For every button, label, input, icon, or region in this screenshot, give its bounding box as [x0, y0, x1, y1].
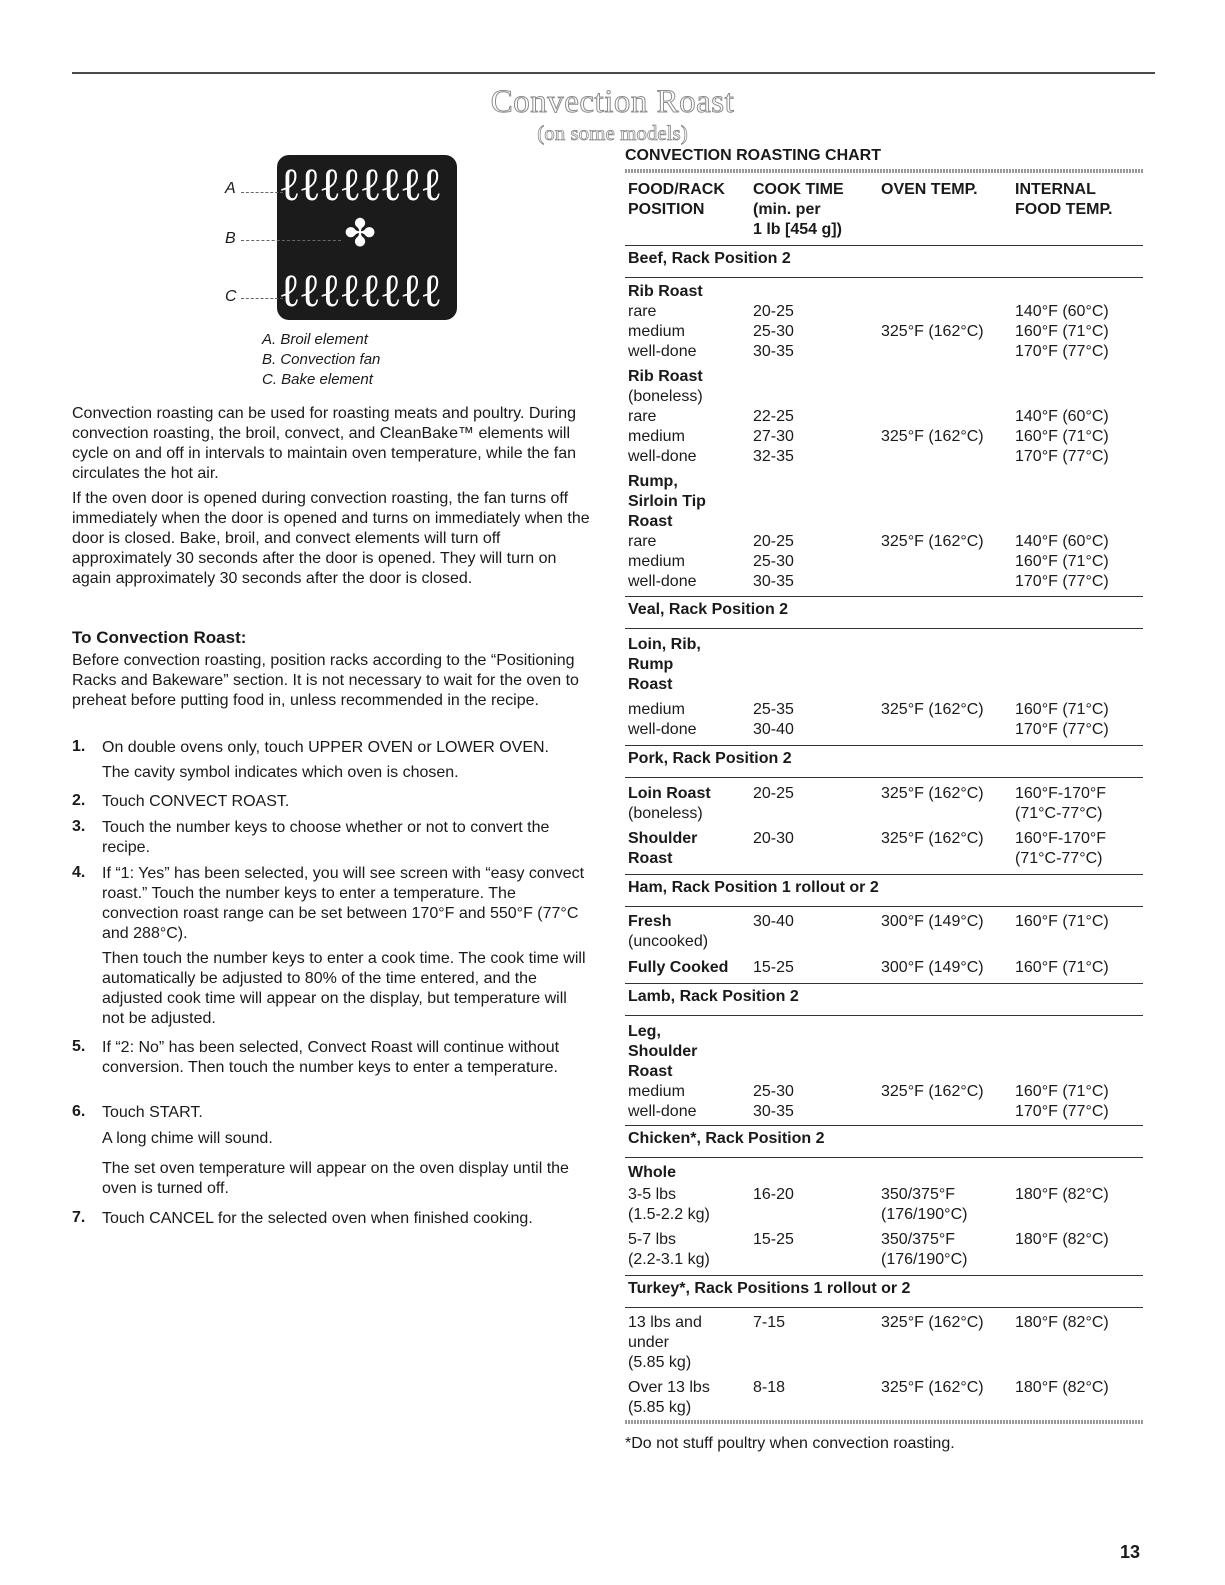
cook-time-cell: 20-25	[753, 785, 794, 802]
oven-temp-cell: 325°F (162°C)	[881, 1314, 984, 1331]
chart-section-header: Pork, Rack Position 2	[628, 750, 792, 767]
cook-time-cell: 30-40	[753, 721, 794, 738]
page-number: 13	[1120, 1542, 1141, 1562]
step-text: Touch the number keys to choose whether or not to convert the recipe.	[102, 819, 550, 856]
cook-time-cell: 16-20	[753, 1186, 794, 1203]
step-text: Then touch the number keys to enter a cook time. The cook time will automatically be adjusted to 80% of the time entered, and the adjusted cook time will appear on the display, but temperature will not be adjusted.	[102, 950, 586, 1027]
cook-time-cell: 25-30	[753, 323, 794, 340]
oven-diagram	[215, 150, 465, 325]
cook-time-cell: 15-25	[753, 1231, 794, 1248]
food-cell: well-done	[628, 721, 697, 738]
label-c: C	[225, 288, 237, 305]
chart-section-header: Veal, Rack Position 2	[628, 601, 789, 618]
food-cell: 5-7 lbs	[628, 1231, 677, 1248]
internal-temp-cell: 170°F (77°C)	[1015, 1103, 1109, 1120]
food-cell: Rump	[628, 656, 674, 673]
food-cell: Roast	[628, 513, 673, 530]
caption-c: C. Bake element	[262, 371, 373, 388]
internal-temp-cell: 180°F (82°C)	[1015, 1379, 1109, 1396]
cook-time-cell: 32-35	[753, 448, 794, 465]
step-number: 7.	[72, 1209, 86, 1226]
step-text: The cavity symbol indicates which oven is chosen.	[102, 764, 459, 781]
intro-paragraph-2: If the oven door is opened during convection roasting, the fan turns off immediately when the door is opened and turns on immediately when the door is closed. Bake, broil, and convect elements will turn off approximately 30 seconds after the door is opened. They will turn on again approximately 30 seconds after the door is closed.	[72, 490, 590, 587]
oven-temp-cell: (176/190°C)	[881, 1251, 968, 1268]
internal-temp-cell: 160°F (71°C)	[1015, 428, 1109, 445]
oven-temp-cell: 350/375°F	[881, 1231, 956, 1248]
column-header-food: FOOD/RACK POSITION	[628, 181, 725, 218]
oven-temp-cell: 325°F (162°C)	[881, 830, 984, 847]
food-cell: Fully Cooked	[628, 959, 729, 976]
step-text: Touch START.	[102, 1104, 203, 1121]
cook-time-cell: 20-30	[753, 830, 794, 847]
internal-temp-cell: 140°F (60°C)	[1015, 303, 1109, 320]
footnote: *Do not stuff poultry when convection roasting.	[625, 1435, 955, 1452]
food-cell: well-done	[628, 573, 697, 590]
internal-temp-cell: 160°F-170°F	[1015, 785, 1107, 802]
internal-temp-cell: 160°F (71°C)	[1015, 553, 1109, 570]
oven-temp-cell: 300°F (149°C)	[881, 913, 984, 930]
howto-intro: Before convection roasting, position racks according to the “Positioning Racks and Bakeware” section. It is not necessary to wait for the oven to preheat before putting food in, unless recommended in the recipe.	[72, 652, 579, 709]
oven-temp-cell: 325°F (162°C)	[881, 785, 984, 802]
internal-temp-cell: 160°F-170°F	[1015, 830, 1107, 847]
food-cell: (5.85 kg)	[628, 1399, 692, 1416]
cook-time-cell: 22-25	[753, 408, 794, 425]
section-rule	[625, 1275, 1143, 1276]
section-rule	[625, 745, 1143, 746]
internal-temp-cell: 160°F (71°C)	[1015, 913, 1109, 930]
food-cell: Sirloin Tip	[628, 493, 706, 510]
oven-temp-cell: 325°F (162°C)	[881, 1083, 984, 1100]
intro-paragraph-1: Convection roasting can be used for roasting meats and poultry. During convection roasting, the broil, convect, and CleanBake™ elements will cycle on and off in intervals to maintain oven temperature, while the fan circulates the hot air.	[72, 405, 576, 482]
cook-time-cell: 30-35	[753, 1103, 794, 1120]
cook-time-cell: 25-30	[753, 1083, 794, 1100]
cook-time-cell: 20-25	[753, 303, 794, 320]
section-rule	[625, 1125, 1143, 1126]
step-number: 1.	[72, 738, 86, 755]
food-cell: Loin Roast	[628, 785, 711, 802]
food-cell: Roast	[628, 676, 673, 693]
chart-title: CONVECTION ROASTING CHART	[625, 147, 881, 164]
section-rule	[625, 596, 1143, 597]
label-a: A	[225, 180, 236, 197]
internal-temp-cell: (71°C-77°C)	[1015, 850, 1103, 867]
label-b: B	[225, 230, 236, 247]
food-cell: under	[628, 1334, 669, 1351]
food-cell: medium	[628, 553, 685, 570]
section-rule	[625, 1157, 1143, 1158]
column-header-internal-temp: INTERNAL FOOD TEMP.	[1015, 181, 1113, 218]
internal-temp-cell: 170°F (77°C)	[1015, 448, 1109, 465]
top-rule	[72, 72, 1155, 74]
chart-bottom-rule	[625, 1420, 1143, 1424]
section-rule	[625, 628, 1143, 629]
chart-section-header: Beef, Rack Position 2	[628, 250, 791, 267]
oven-temp-cell: 325°F (162°C)	[881, 428, 984, 445]
food-cell: Roast	[628, 850, 673, 867]
food-cell: (5.85 kg)	[628, 1354, 692, 1371]
oven-temp-cell: 325°F (162°C)	[881, 1379, 984, 1396]
step-number: 3.	[72, 818, 86, 835]
step-number: 6.	[72, 1103, 86, 1120]
section-rule	[625, 1015, 1143, 1016]
food-cell: Roast	[628, 1063, 673, 1080]
oven-temp-cell: 325°F (162°C)	[881, 701, 984, 718]
food-cell: rare	[628, 303, 657, 320]
step-number: 4.	[72, 864, 86, 881]
section-rule	[625, 277, 1143, 278]
food-cell: 13 lbs and	[628, 1314, 702, 1331]
column-header-oven-temp: OVEN TEMP.	[881, 181, 978, 198]
food-cell: Fresh	[628, 913, 672, 930]
internal-temp-cell: 170°F (77°C)	[1015, 343, 1109, 360]
food-cell: (2.2-3.1 kg)	[628, 1251, 710, 1268]
section-rule	[625, 983, 1143, 984]
step-text: If “1: Yes” has been selected, you will see screen with “easy convect roast.” Touch the number keys to enter a temperature. The convection roast range can be set between 170°F and 550°F (77°C and 288°C).	[102, 865, 585, 942]
food-cell: Loin, Rib,	[628, 636, 701, 653]
food-cell: Shoulder	[628, 830, 698, 847]
chart-section-header: Chicken*, Rack Position 2	[628, 1130, 825, 1147]
food-cell: (uncooked)	[628, 933, 709, 950]
food-cell: medium	[628, 323, 685, 340]
cook-time-cell: 30-40	[753, 913, 794, 930]
step-text: The set oven temperature will appear on the oven display until the oven is turned off.	[102, 1160, 569, 1197]
food-cell: Over 13 lbs	[628, 1379, 710, 1396]
chart-section-header: Lamb, Rack Position 2	[628, 988, 799, 1005]
internal-temp-cell: 180°F (82°C)	[1015, 1186, 1109, 1203]
oven-temp-cell: 350/375°F	[881, 1186, 956, 1203]
internal-temp-cell: 140°F (60°C)	[1015, 533, 1109, 550]
broil-element: ℓℓℓℓℓℓℓℓ	[281, 162, 443, 208]
column-header-cook-time: COOK TIME (min. per 1 lb [454 g])	[753, 181, 844, 238]
cook-time-cell: 30-35	[753, 573, 794, 590]
fan-icon: ✤	[344, 213, 376, 255]
step-number: 2.	[72, 792, 86, 809]
section-heading: To Convection Roast:	[72, 628, 247, 647]
food-cell: Leg,	[628, 1023, 661, 1040]
cook-time-cell: 8-18	[753, 1379, 786, 1396]
section-rule	[625, 906, 1143, 907]
oven-temp-cell: 325°F (162°C)	[881, 533, 984, 550]
bake-element: ℓℓℓℓℓℓℓℓ	[281, 268, 443, 314]
food-cell: Shoulder	[628, 1043, 698, 1060]
food-cell: well-done	[628, 1103, 697, 1120]
cook-time-cell: 27-30	[753, 428, 794, 445]
internal-temp-cell: 170°F (77°C)	[1015, 573, 1109, 590]
chart-top-rule	[625, 169, 1143, 173]
leader-c	[241, 298, 283, 299]
leader-a	[241, 192, 283, 193]
cook-time-cell: 25-30	[753, 553, 794, 570]
internal-temp-cell: 140°F (60°C)	[1015, 408, 1109, 425]
section-rule	[625, 777, 1143, 778]
food-cell: rare	[628, 408, 657, 425]
oven-temp-cell: 300°F (149°C)	[881, 959, 984, 976]
internal-temp-cell: 160°F (71°C)	[1015, 959, 1109, 976]
internal-temp-cell: 160°F (71°C)	[1015, 701, 1109, 718]
oven-temp-cell: (176/190°C)	[881, 1206, 968, 1223]
chart-section-header: Ham, Rack Position 1 rollout or 2	[628, 879, 879, 896]
page-title: Convection Roast	[490, 84, 735, 120]
internal-temp-cell: 170°F (77°C)	[1015, 721, 1109, 738]
cook-time-cell: 20-25	[753, 533, 794, 550]
food-cell: well-done	[628, 448, 697, 465]
caption-b: B. Convection fan	[262, 351, 381, 368]
chart-section-header: Turkey*, Rack Positions 1 rollout or 2	[628, 1280, 911, 1297]
internal-temp-cell: 180°F (82°C)	[1015, 1231, 1109, 1248]
food-cell: medium	[628, 428, 685, 445]
internal-temp-cell: 160°F (71°C)	[1015, 323, 1109, 340]
step-text: Touch CONVECT ROAST.	[102, 793, 290, 810]
food-cell: Whole	[628, 1164, 676, 1181]
food-cell: medium	[628, 1083, 685, 1100]
food-cell: Rump,	[628, 473, 678, 490]
step-text: A long chime will sound.	[102, 1130, 273, 1147]
section-rule	[625, 1307, 1143, 1308]
food-cell: (boneless)	[628, 805, 703, 822]
food-cell: Rib Roast	[628, 283, 703, 300]
cook-time-cell: 7-15	[753, 1314, 786, 1331]
section-rule	[625, 245, 1143, 246]
food-cell: 3-5 lbs	[628, 1186, 677, 1203]
cook-time-cell: 25-35	[753, 701, 794, 718]
food-cell: well-done	[628, 343, 697, 360]
leader-b	[241, 240, 341, 241]
internal-temp-cell: 160°F (71°C)	[1015, 1083, 1109, 1100]
cook-time-cell: 30-35	[753, 343, 794, 360]
step-text: If “2: No” has been selected, Convect Roast will continue without conversion. Then touch the number keys to enter a temperature.	[102, 1039, 560, 1076]
page-subtitle: (on some models)	[537, 121, 688, 145]
food-cell: Rib Roast	[628, 368, 703, 385]
oven-temp-cell: 325°F (162°C)	[881, 323, 984, 340]
food-cell: rare	[628, 533, 657, 550]
food-cell: medium	[628, 701, 685, 718]
food-cell: (boneless)	[628, 388, 703, 405]
cook-time-cell: 15-25	[753, 959, 794, 976]
internal-temp-cell: (71°C-77°C)	[1015, 805, 1103, 822]
step-number: 5.	[72, 1038, 86, 1055]
section-rule	[625, 874, 1143, 875]
food-cell: (1.5-2.2 kg)	[628, 1206, 710, 1223]
step-text: On double ovens only, touch UPPER OVEN or LOWER OVEN.	[102, 739, 549, 756]
caption-a: A. Broil element	[262, 331, 368, 348]
step-text: Touch CANCEL for the selected oven when finished cooking.	[102, 1210, 533, 1227]
internal-temp-cell: 180°F (82°C)	[1015, 1314, 1109, 1331]
